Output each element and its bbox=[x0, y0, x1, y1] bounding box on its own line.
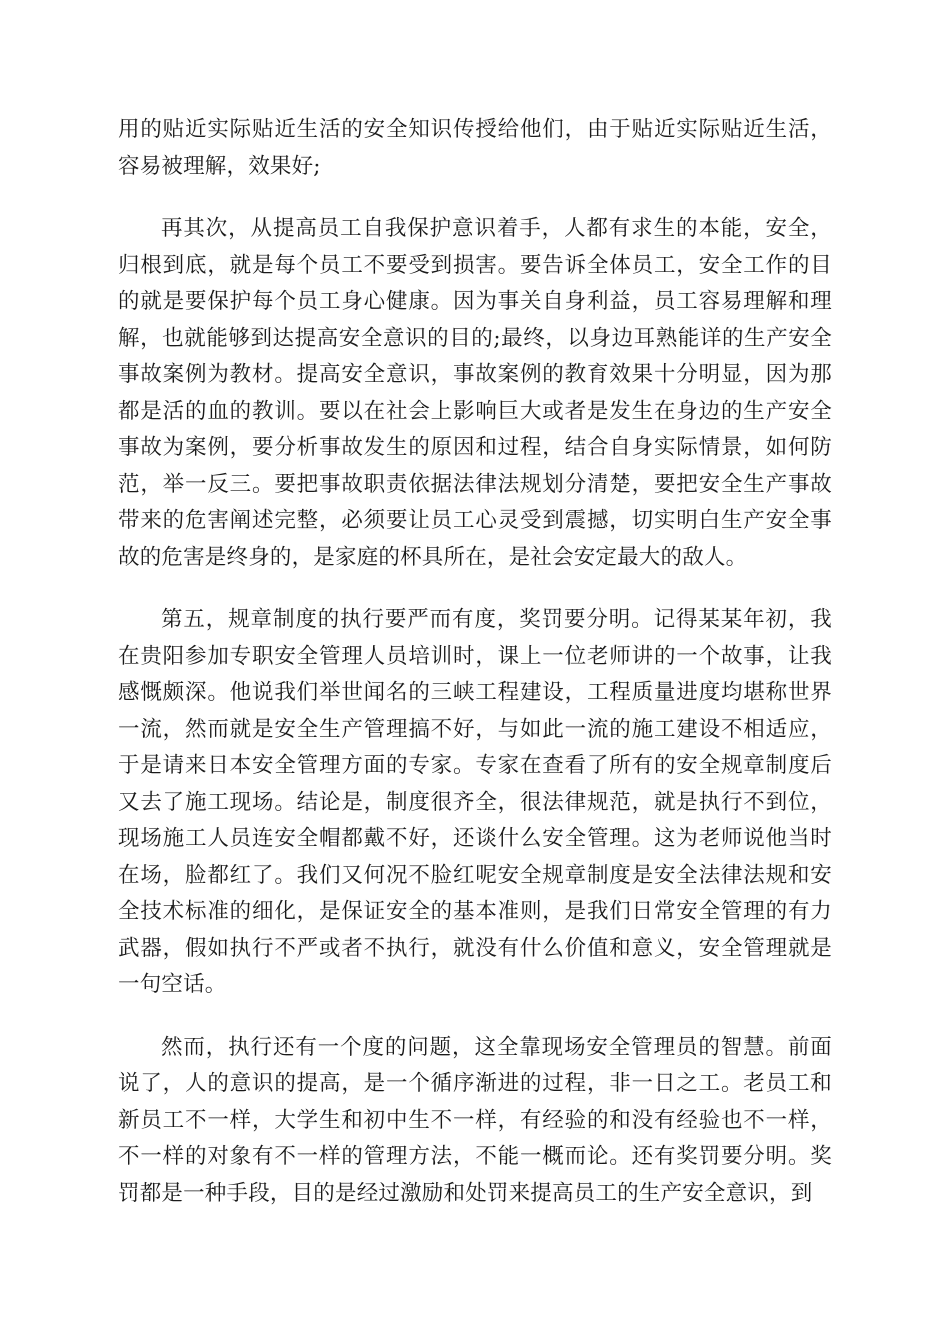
paragraph-continued-knowledge: 用的贴近实际贴近生活的安全知识传授给他们，由于贴近实际贴近生活，容易被理解，效果好; bbox=[118, 117, 832, 179]
paragraph-self-protection: 再其次，从提高员工自我保护意识着手，人都有求生的本能，安全，归根到底，就是每个员工不要受到损害。要告诉全体员工，安全工作的目的就是要保护每个员工身心健康。因为事关自身利益，员工容易理解和理解，也就能够到达提高安全意识的目的;最终，以身边耳熟能详的生产安全事故案例为教材。提高安全意识，事故案例的教育效果十分明显，因为那都是活的血的教训。要以在社会上影响巨大或者是发生在身边的生产安全事故为案例，要分析事故发生的原因和过程，结合自身实际情景，如何防范，举一反三。要把事故职责依据法律法规划分清楚，要把安全生产事故带来的危害阐述完整，必须要让员工心灵受到震撼，切实明白生产安全事故的危害是终身的，是家庭的杯具所在，是社会安定最大的敌人。 bbox=[118, 216, 832, 570]
paragraph-fifth-rules: 第五，规章制度的执行要严而有度，奖罚要分明。记得某某年初，我在贵阳参加专职安全管理人员培训时，课上一位老师讲的一个故事，让我感慨颇深。他说我们举世闻名的三峡工程建设，工程质量进度均堪称世界一流，然而就是安全生产管理搞不好，与如此一流的施工建设不相适应，于是请来日本安全管理方面的专家。专家在查看了所有的安全规章制度后又去了施工现场。结论是，制度很齐全，很法律规范，就是执行不到位，现场施工人员连安全帽都戴不好，还谈什么安全管理。这为老师说他当时在场，脸都红了。我们又何况不脸红呢安全规章制度是安全法律法规和安全技术标准的细化，是保证安全的基本准则，是我们日常安全管理的有力武器，假如执行不严或者不执行，就没有什么价值和意义，安全管理就是一句空话。 bbox=[118, 607, 832, 997]
paragraph-degree-of-execution: 然而，执行还有一个度的问题，这全靠现场安全管理员的智慧。前面说了，人的意识的提高，是一个循序渐进的过程，非一日之工。老员工和新员工不一样，大学生和初中生不一样，有经验的和没有经验也不一样，不一样的对象有不一样的管理方法，不能一概而论。还有奖罚要分明。奖罚都是一种手段，目的是经过激励和处罚来提高员工的生产安全意识，到 bbox=[118, 1034, 832, 1206]
